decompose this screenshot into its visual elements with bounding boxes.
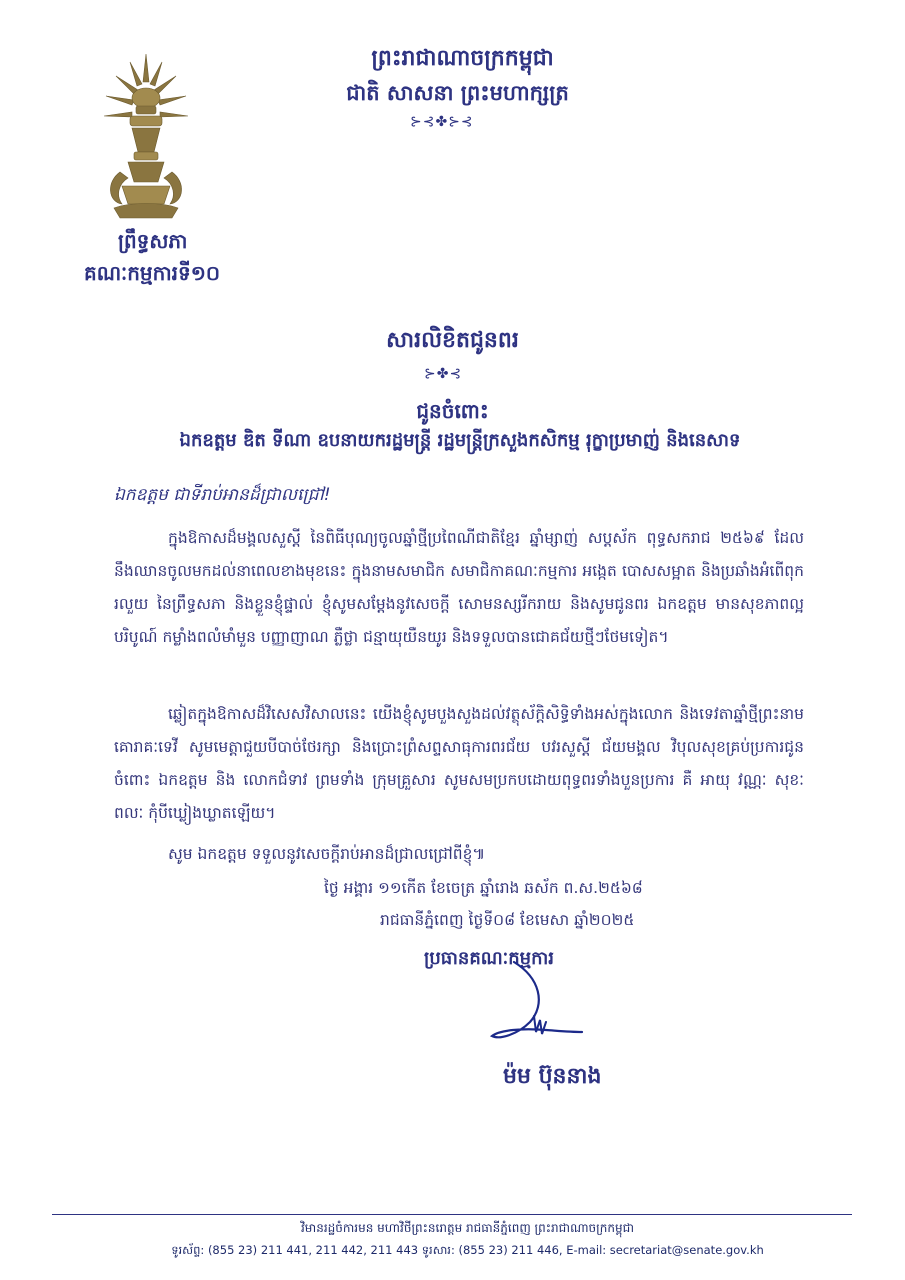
senate-emblem-icon	[100, 52, 192, 222]
footer-divider	[52, 1214, 852, 1215]
signer-name: ម៉ម ប៊ុននាង	[503, 1064, 602, 1089]
signature-icon	[470, 960, 590, 1060]
national-motto: ជាតិ សាសនា ព្រះមហាក្សត្រ	[346, 81, 569, 105]
signer-title: ប្រធានគណៈកម្មការ	[424, 948, 554, 969]
header-ornament: ⊱⊰✤⊱⊰	[410, 114, 474, 130]
paragraph-blessing: ឆ្លៀតក្នុងឱកាសដ៏វិសេសវិសាលនេះ យើងខ្ញុំសូមបួងសួងដល់វត្ថុស័ក្តិសិទ្ធិទាំងអស់ក្នុងលោក និងទេវតាឆ្នាំថ្មីព្រះនាម គោរាគៈទេវី សូមមេត្តាជួយបីបាច់ថែរក្សា និងប្រោះព្រំសព្ទសាធុការពរជ័យ បវរសួស្តី ជ័យមង្គល វិបុលសុខគ្រប់ប្រការជូនចំពោះ ឯកឧត្តម និង លោកជំទាវ ព្រមទាំង ក្រុមគ្រួសារ សូមសមប្រកបដោយពុទ្ធពរទាំងបួនប្រការ គឺ អាយុ វណ្ណៈ សុខៈ ពលៈ កុំបីឃ្លៀងឃ្លាតឡើយ។	[114, 705, 804, 822]
footer-address: វិមានរដ្ឋចំការមន មហាវិថីព្រះនរោត្តម រាជធានីភ្នំពេញ ព្រះរាជាណាចក្រកម្ពុជា	[300, 1221, 634, 1235]
to-label: ជូនចំពោះ	[416, 399, 489, 423]
salutation: ឯកឧត្តម ជាទីរាប់អានដ៏ជ្រាលជ្រៅ!	[114, 485, 331, 505]
letter-title: សារលិខិតជូនពរ	[386, 328, 519, 353]
kingdom-heading: ព្រះរាជាណាចក្រកម្ពុជា	[371, 46, 554, 71]
institution-name: ព្រឹទ្ធសភា	[118, 229, 188, 253]
lunar-date: ថ្ងៃ អង្គារ ១១កើត ខែចេត្រ ឆ្នាំរោង ឆស័ក ព.ស.២៥៦៨	[324, 879, 643, 897]
solar-date: រាជធានីភ្នំពេញ ថ្ងៃទី០៨ ខែមេសា ឆ្នាំ២០២៥	[380, 911, 635, 929]
paragraph-greeting: ក្នុងឱកាសដ៏មង្គលសួស្តី នៃពិធីបុណ្យចូលឆ្នាំថ្មីប្រពៃណីជាតិខ្មែរ ឆ្នាំម្សាញ់ សប្តស័ក ពុទ្ធសករាជ ២៥៦៩ ដែលនឹងឈានចូលមកដល់នាពេលខាងមុខនេះ ក្នុងនាមសមាជិក សមាជិកាគណៈកម្មការ អង្កេត បោសសម្អាត និងប្រឆាំងអំពើពុករលួយ នៃព្រឹទ្ធសភា និងខ្លួនខ្ញុំផ្ទាល់ ខ្ញុំសូមសម្តែងនូវសេចក្តី សោមនស្សរីករាយ និងសូមជូនពរ ឯកឧត្តម មានសុខភាពល្អបរិបូណ៍ កម្លាំងពលំមាំមួន បញ្ញាញាណ ភ្លឺថ្លា ជន្មាយុយឺនយូរ និងទទួលបានជោគជ័យថ្មីៗថែមទៀត។	[114, 529, 804, 646]
committee-name: គណៈកម្មការទី១០	[84, 261, 220, 285]
title-ornament: ⊱✤⊰	[424, 366, 463, 382]
footer-contact: ទូរស័ព្ទ: (855 23) 211 441, 211 442, 211 443 ទូរសារ: (855 23) 211 446, E-mail: secretariat@senate.gov.kh	[171, 1243, 764, 1257]
recipient-name: ឯកឧត្តម ឌិត ទីណា ឧបនាយករដ្ឋមន្ត្រី រដ្ឋមន្ត្រីក្រសួងកសិកម្ម រុក្ខាប្រមាញ់ និងនេសាទ	[179, 430, 741, 451]
paragraph-closing: សូម ឯកឧត្តម ទទួលនូវសេចក្តីរាប់អានដ៏ជ្រាលជ្រៅពីខ្ញុំ៕	[168, 845, 486, 863]
